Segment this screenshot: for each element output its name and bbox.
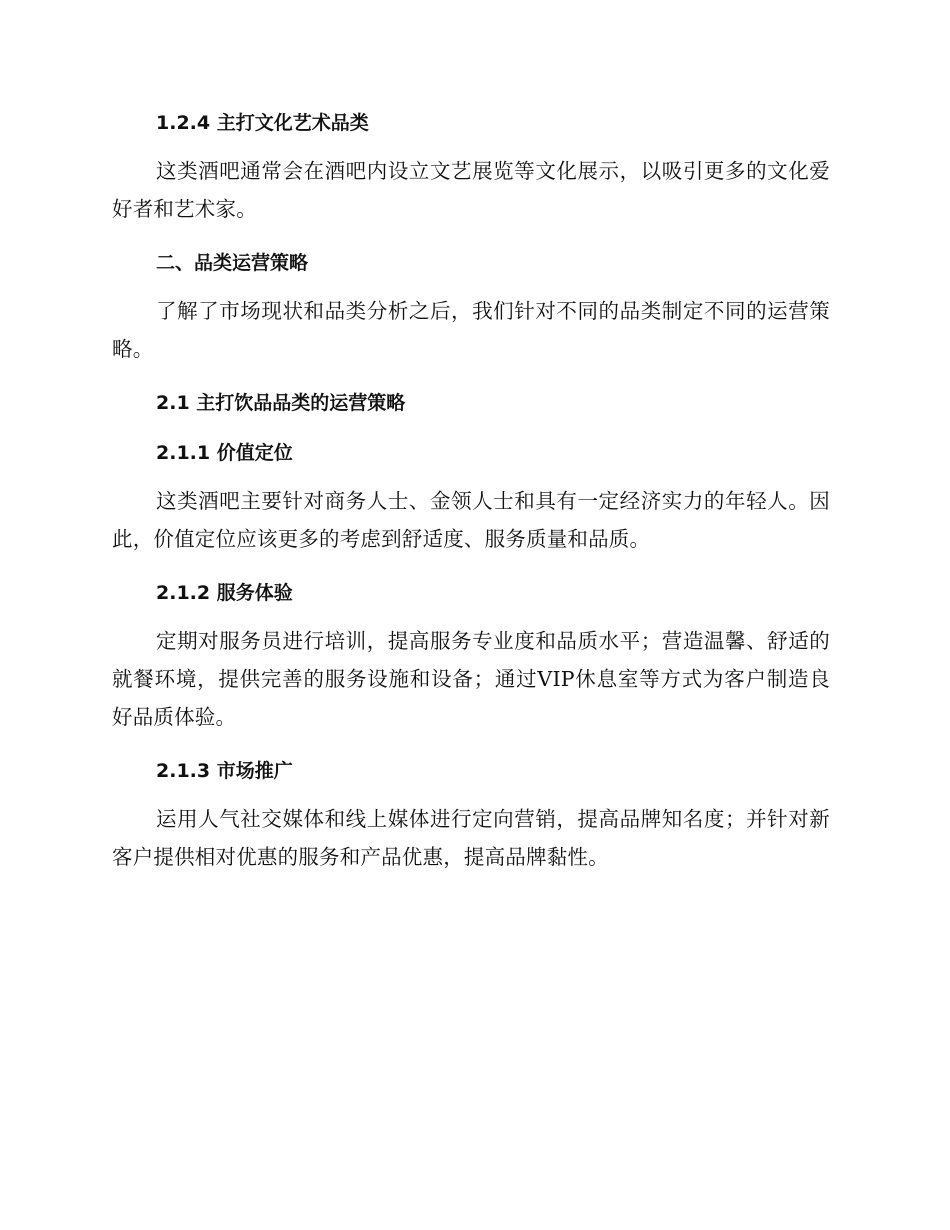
- section-2-heading: 二、品类运营策略: [156, 252, 309, 274]
- section-2-1-2-heading: 2.1.2 服务体验: [156, 582, 293, 604]
- section-2-paragraph: 了解了市场现状和品类分析之后，我们针对不同的品类制定不同的运营策略。: [112, 299, 830, 361]
- section-2-1-2-paragraph: 定期对服务员进行培训，提高服务专业度和品质水平；营造温馨、舒适的就餐环境，提供完善的服务设施和设备；通过VIP休息室等方式为客户制造良好品质体验。: [112, 629, 830, 729]
- section-2-1-heading: 2.1 主打饮品品类的运营策略: [156, 392, 406, 414]
- section-2-1-3-heading: 2.1.3 市场推广: [156, 760, 293, 782]
- section-2-1-3-paragraph: 运用人气社交媒体和线上媒体进行定向营销，提高品牌知名度；并针对新客户提供相对优惠的服务和产品优惠，提高品牌黏性。: [112, 807, 830, 869]
- section-2-1-1-heading: 2.1.1 价值定位: [156, 442, 293, 464]
- section-1-2-4-paragraph: 这类酒吧通常会在酒吧内设立文艺展览等文化展示，以吸引更多的文化爱好者和艺术家。: [112, 159, 830, 221]
- section-2-1-1-paragraph: 这类酒吧主要针对商务人士、金领人士和具有一定经济实力的年轻人。因此，价值定位应该更多的考虑到舒适度、服务质量和品质。: [112, 489, 830, 551]
- section-1-2-4-heading: 1.2.4 主打文化艺术品类: [156, 112, 369, 134]
- document-page: [112, 108, 830, 876]
